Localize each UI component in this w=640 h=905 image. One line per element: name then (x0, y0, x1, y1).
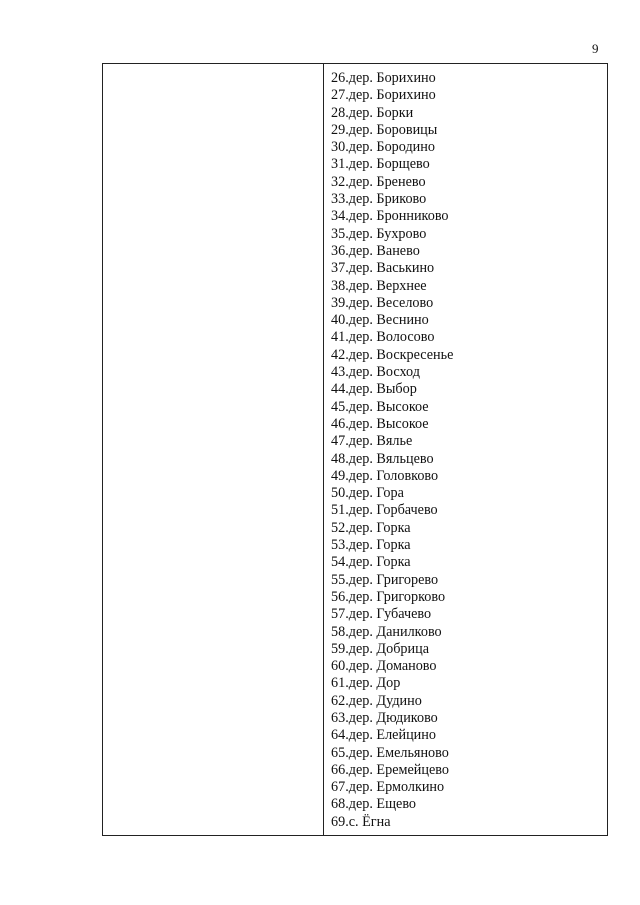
list-item: 34.дер. Бронниково (331, 208, 449, 225)
list-item: 43.дер. Восход (331, 364, 420, 381)
list-item: 57.дер. Губачево (331, 606, 432, 623)
table-left-column (103, 64, 324, 835)
list-item: 35.дер. Бухрово (331, 225, 427, 242)
list-item: 32.дер. Бренево (331, 173, 426, 190)
list-item: 45.дер. Высокое (331, 398, 429, 415)
list-item: 33.дер. Бриково (331, 191, 427, 208)
list-item: 50.дер. Гора (331, 485, 404, 502)
list-item: 68.дер. Ещево (331, 796, 417, 813)
list-item: 54.дер. Горка (331, 554, 411, 571)
list-item: 51.дер. Горбачево (331, 502, 438, 519)
list-item: 27.дер. Борихино (331, 87, 436, 104)
list-item: 46.дер. Высокое (331, 415, 429, 432)
list-item: 60.дер. Доманово (331, 658, 437, 675)
list-item: 55.дер. Григорево (331, 571, 439, 588)
settlements-table (102, 63, 608, 836)
list-item: 47.дер. Вялье (331, 433, 413, 450)
list-item: 40.дер. Веснино (331, 312, 429, 329)
list-item: 69.с. Ёгна (331, 813, 391, 830)
list-item: 63.дер. Дюдиково (331, 709, 438, 726)
page-number: 9 (592, 41, 599, 56)
list-item: 38.дер. Верхнее (331, 277, 427, 294)
list-item: 44.дер. Выбор (331, 381, 417, 398)
list-item: 65.дер. Емельяново (331, 744, 449, 761)
list-item: 48.дер. Вяльцево (331, 450, 434, 467)
list-item: 58.дер. Данилково (331, 623, 442, 640)
list-item: 61.дер. Дор (331, 675, 401, 692)
list-item: 62.дер. Дудино (331, 692, 422, 709)
list-item: 37.дер. Васькино (331, 260, 435, 277)
list-item: 56.дер. Григорково (331, 588, 446, 605)
list-item: 59.дер. Добрица (331, 640, 430, 657)
list-item: 30.дер. Бородино (331, 139, 435, 156)
settlement-list (331, 70, 607, 831)
list-item: 28.дер. Борки (331, 104, 414, 121)
list-item: 67.дер. Ермолкино (331, 779, 445, 796)
list-item: 36.дер. Ванево (331, 242, 420, 259)
list-item: 49.дер. Головково (331, 467, 439, 484)
list-item: 29.дер. Боровицы (331, 121, 438, 138)
list-item: 31.дер. Борщево (331, 156, 430, 173)
list-item: 64.дер. Елейцино (331, 727, 436, 744)
list-item: 39.дер. Веселово (331, 294, 434, 311)
list-item: 41.дер. Волосово (331, 329, 435, 346)
list-item: 52.дер. Горка (331, 519, 411, 536)
list-item: 26.дер. Борихино (331, 70, 436, 86)
list-item: 53.дер. Горка (331, 537, 411, 554)
list-item: 66.дер. Еремейцево (331, 761, 449, 778)
list-item: 42.дер. Воскресенье (331, 346, 454, 363)
table-right-column (324, 64, 607, 835)
